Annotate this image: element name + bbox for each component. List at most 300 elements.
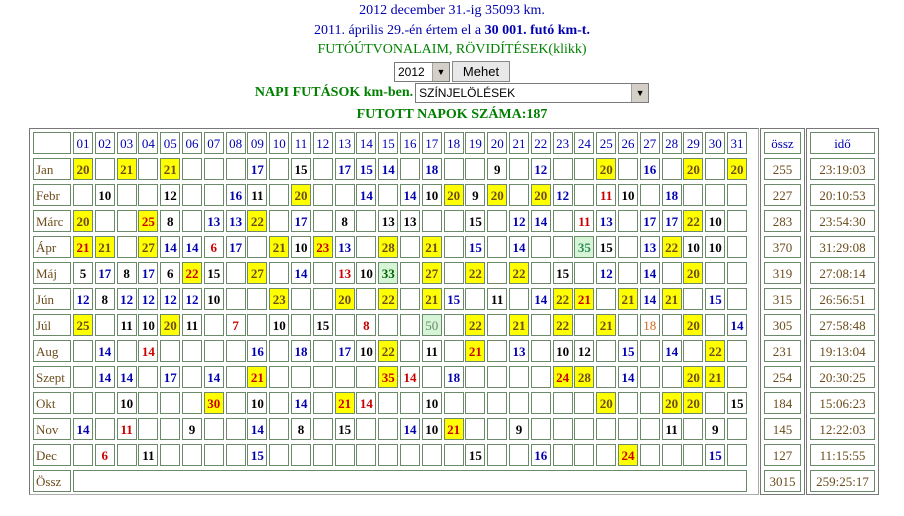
day-cell bbox=[226, 158, 246, 180]
day-cell bbox=[138, 392, 158, 414]
day-cell bbox=[487, 392, 507, 414]
day-header: 26 bbox=[618, 132, 638, 154]
day-cell bbox=[444, 392, 464, 414]
day-cell bbox=[269, 366, 289, 388]
day-cell bbox=[640, 340, 660, 362]
day-cell: 10 bbox=[422, 392, 442, 414]
day-cell: 13 bbox=[640, 236, 660, 258]
day-cell: 14 bbox=[640, 262, 660, 284]
milestone-km: 30 001. futó km-t. bbox=[484, 23, 590, 38]
day-cell: 15 bbox=[618, 340, 638, 362]
day-cell: 14 bbox=[618, 366, 638, 388]
day-header: 25 bbox=[596, 132, 616, 154]
day-cell bbox=[269, 418, 289, 440]
month-label: Júl bbox=[33, 314, 71, 336]
day-header: 31 bbox=[727, 132, 747, 154]
day-cell: 16 bbox=[226, 184, 246, 206]
month-label: Ápr bbox=[33, 236, 71, 258]
month-time: 27:58:48 bbox=[810, 314, 875, 336]
day-cell bbox=[640, 184, 660, 206]
day-cell: 21 bbox=[574, 288, 594, 310]
day-cell: 12 bbox=[73, 288, 93, 310]
day-cell: 14 bbox=[662, 340, 682, 362]
day-cell: 22 bbox=[553, 288, 573, 310]
day-cell: 17 bbox=[640, 210, 660, 232]
daily-runs-label: NAPI FUTÁSOK km-ben. bbox=[254, 85, 414, 100]
day-cell bbox=[640, 366, 660, 388]
day-cell: 21 bbox=[422, 288, 442, 310]
day-cell bbox=[335, 444, 355, 466]
day-cell bbox=[356, 210, 376, 232]
day-header: 19 bbox=[465, 132, 485, 154]
total-header: össz bbox=[764, 132, 801, 154]
day-cell bbox=[291, 444, 311, 466]
day-cell: 14 bbox=[95, 366, 115, 388]
day-cell bbox=[596, 444, 616, 466]
day-cell: 14 bbox=[160, 236, 180, 258]
day-cell: 10 bbox=[356, 262, 376, 284]
day-cell: 15 bbox=[247, 444, 267, 466]
month-label: Jún bbox=[33, 288, 71, 310]
day-cell: 21 bbox=[618, 288, 638, 310]
month-time: 31:29:08 bbox=[810, 236, 875, 258]
day-cell: 8 bbox=[356, 314, 376, 336]
day-cell bbox=[73, 392, 93, 414]
day-cell bbox=[204, 340, 224, 362]
day-cell: 20 bbox=[531, 184, 551, 206]
day-header: 08 bbox=[226, 132, 246, 154]
day-cell: 14 bbox=[509, 236, 529, 258]
month-time: 15:06:23 bbox=[810, 392, 875, 414]
day-cell: 16 bbox=[640, 158, 660, 180]
day-cell bbox=[618, 158, 638, 180]
day-cell: 11 bbox=[422, 340, 442, 362]
day-cell: 13 bbox=[378, 210, 398, 232]
day-cell bbox=[662, 366, 682, 388]
day-cell: 20 bbox=[683, 158, 703, 180]
day-cell bbox=[574, 418, 594, 440]
day-cell: 20 bbox=[73, 158, 93, 180]
day-cell: 22 bbox=[465, 262, 485, 284]
day-cell: 16 bbox=[531, 444, 551, 466]
day-cell bbox=[356, 418, 376, 440]
day-cell bbox=[509, 444, 529, 466]
day-cell bbox=[487, 444, 507, 466]
day-cell bbox=[487, 340, 507, 362]
month-total: 315 bbox=[764, 288, 801, 310]
month-time: 20:30:25 bbox=[810, 366, 875, 388]
day-cell bbox=[487, 210, 507, 232]
day-cell: 11 bbox=[138, 444, 158, 466]
day-cell: 11 bbox=[117, 418, 137, 440]
chevron-down-icon[interactable]: ▼ bbox=[432, 63, 449, 81]
day-cell bbox=[73, 444, 93, 466]
day-cell: 12 bbox=[160, 288, 180, 310]
day-cell bbox=[400, 444, 420, 466]
month-total: 255 bbox=[764, 158, 801, 180]
day-cell: 8 bbox=[335, 210, 355, 232]
day-cell bbox=[182, 210, 202, 232]
day-cell bbox=[553, 418, 573, 440]
day-cell bbox=[705, 158, 725, 180]
day-cell bbox=[400, 236, 420, 258]
day-cell bbox=[182, 340, 202, 362]
day-cell: 10 bbox=[422, 184, 442, 206]
day-cell bbox=[313, 392, 333, 414]
day-cell: 21 bbox=[705, 366, 725, 388]
day-cell: 13 bbox=[400, 210, 420, 232]
day-cell: 13 bbox=[335, 262, 355, 284]
day-cell: 10 bbox=[705, 210, 725, 232]
day-cell: 21 bbox=[465, 340, 485, 362]
day-cell: 14 bbox=[378, 158, 398, 180]
day-header: 09 bbox=[247, 132, 267, 154]
day-cell bbox=[378, 444, 398, 466]
day-cell: 11 bbox=[182, 314, 202, 336]
color-filter-value: SZÍNJELÖLÉSEK bbox=[419, 86, 516, 100]
color-filter-select[interactable] bbox=[415, 83, 649, 103]
day-cell: 17 bbox=[335, 340, 355, 362]
day-cell bbox=[269, 392, 289, 414]
day-cell bbox=[727, 366, 747, 388]
day-cell bbox=[465, 288, 485, 310]
day-cell bbox=[204, 184, 224, 206]
day-cell bbox=[683, 340, 703, 362]
month-time: 26:56:51 bbox=[810, 288, 875, 310]
day-cell bbox=[553, 392, 573, 414]
day-cell bbox=[182, 158, 202, 180]
routes-link[interactable]: FUTÓÚTVONALAIM, RÖVIDÍTÉSEK(klikk) bbox=[317, 42, 587, 57]
day-cell: 10 bbox=[269, 314, 289, 336]
month-total: 254 bbox=[764, 366, 801, 388]
day-cell bbox=[683, 444, 703, 466]
day-cell bbox=[269, 184, 289, 206]
day-cell bbox=[487, 236, 507, 258]
day-cell bbox=[444, 314, 464, 336]
day-cell: 17 bbox=[247, 158, 267, 180]
day-cell bbox=[596, 366, 616, 388]
day-cell bbox=[117, 210, 137, 232]
day-cell bbox=[313, 158, 333, 180]
day-cell bbox=[204, 314, 224, 336]
day-cell bbox=[138, 158, 158, 180]
day-cell bbox=[138, 366, 158, 388]
day-cell bbox=[204, 444, 224, 466]
day-cell bbox=[444, 444, 464, 466]
day-cell: 15 bbox=[553, 262, 573, 284]
day-header: 22 bbox=[531, 132, 551, 154]
month-time: 23:54:30 bbox=[810, 210, 875, 232]
day-cell bbox=[531, 366, 551, 388]
day-cell bbox=[335, 314, 355, 336]
day-cell bbox=[705, 314, 725, 336]
day-cell bbox=[574, 158, 594, 180]
day-cell: 20 bbox=[727, 158, 747, 180]
day-cell bbox=[356, 366, 376, 388]
day-cell bbox=[465, 158, 485, 180]
day-cell bbox=[596, 418, 616, 440]
day-cell: 21 bbox=[422, 236, 442, 258]
day-cell bbox=[378, 184, 398, 206]
day-cell: 22 bbox=[553, 314, 573, 336]
day-cell: 15 bbox=[727, 392, 747, 414]
month-label: Febr bbox=[33, 184, 71, 206]
day-cell bbox=[138, 184, 158, 206]
day-cell: 20 bbox=[683, 314, 703, 336]
day-cell bbox=[531, 236, 551, 258]
day-cell: 14 bbox=[247, 418, 267, 440]
day-cell bbox=[640, 444, 660, 466]
day-cell bbox=[444, 262, 464, 284]
day-cell: 35 bbox=[378, 366, 398, 388]
day-cell bbox=[422, 210, 442, 232]
day-cell: 15 bbox=[335, 418, 355, 440]
day-header: 03 bbox=[117, 132, 137, 154]
day-cell: 11 bbox=[574, 210, 594, 232]
month-total: 283 bbox=[764, 210, 801, 232]
day-cell bbox=[596, 288, 616, 310]
day-cell bbox=[291, 288, 311, 310]
day-cell: 20 bbox=[683, 366, 703, 388]
day-cell: 21 bbox=[95, 236, 115, 258]
day-header: 20 bbox=[487, 132, 507, 154]
day-cell bbox=[247, 314, 267, 336]
day-header: 02 bbox=[95, 132, 115, 154]
day-cell bbox=[553, 158, 573, 180]
day-cell bbox=[400, 158, 420, 180]
day-cell: 15 bbox=[204, 262, 224, 284]
day-cell: 14 bbox=[531, 288, 551, 310]
day-cell bbox=[509, 184, 529, 206]
day-cell bbox=[226, 444, 246, 466]
day-cell bbox=[727, 262, 747, 284]
day-cell bbox=[574, 262, 594, 284]
day-cell bbox=[138, 418, 158, 440]
day-cell: 22 bbox=[662, 236, 682, 258]
monthly-total-column bbox=[760, 128, 805, 495]
day-cell: 21 bbox=[73, 236, 93, 258]
day-cell: 12 bbox=[531, 158, 551, 180]
day-cell bbox=[640, 418, 660, 440]
day-cell bbox=[160, 340, 180, 362]
day-cell bbox=[640, 392, 660, 414]
day-cell bbox=[618, 262, 638, 284]
day-cell: 12 bbox=[509, 210, 529, 232]
day-cell bbox=[727, 236, 747, 258]
day-cell: 21 bbox=[269, 236, 289, 258]
day-cell bbox=[313, 366, 333, 388]
day-cell bbox=[226, 340, 246, 362]
day-cell: 28 bbox=[378, 236, 398, 258]
day-cell bbox=[160, 418, 180, 440]
day-cell: 28 bbox=[574, 366, 594, 388]
day-cell bbox=[226, 392, 246, 414]
day-cell: 6 bbox=[95, 444, 115, 466]
day-cell: 50 bbox=[422, 314, 442, 336]
day-cell bbox=[487, 262, 507, 284]
day-cell: 21 bbox=[335, 392, 355, 414]
day-cell: 8 bbox=[117, 262, 137, 284]
time-header: idő bbox=[810, 132, 875, 154]
day-cell: 15 bbox=[291, 158, 311, 180]
day-cell: 18 bbox=[291, 340, 311, 362]
day-cell bbox=[531, 314, 551, 336]
day-cell bbox=[313, 184, 333, 206]
day-cell: 15 bbox=[705, 444, 725, 466]
month-label: Márc bbox=[33, 210, 71, 232]
day-cell bbox=[618, 210, 638, 232]
run-days-count: FUTOTT NAPOK SZÁMA:187 bbox=[356, 107, 548, 122]
day-cell: 14 bbox=[400, 184, 420, 206]
month-time: 11:15:55 bbox=[810, 444, 875, 466]
day-cell: 18 bbox=[422, 158, 442, 180]
day-cell bbox=[204, 158, 224, 180]
day-cell: 14 bbox=[117, 366, 137, 388]
day-cell bbox=[269, 340, 289, 362]
year-select[interactable] bbox=[394, 62, 450, 82]
day-cell bbox=[291, 366, 311, 388]
day-cell bbox=[662, 262, 682, 284]
day-cell bbox=[400, 262, 420, 284]
day-cell bbox=[727, 418, 747, 440]
day-cell: 33 bbox=[378, 262, 398, 284]
day-cell: 21 bbox=[117, 158, 137, 180]
day-cell: 10 bbox=[683, 236, 703, 258]
day-header: 24 bbox=[574, 132, 594, 154]
day-cell bbox=[313, 418, 333, 440]
day-cell: 13 bbox=[509, 340, 529, 362]
day-cell bbox=[422, 366, 442, 388]
day-header: 01 bbox=[73, 132, 93, 154]
day-cell bbox=[553, 236, 573, 258]
day-header: 15 bbox=[378, 132, 398, 154]
day-cell: 9 bbox=[487, 158, 507, 180]
day-cell: 13 bbox=[335, 236, 355, 258]
day-cell bbox=[160, 392, 180, 414]
day-cell bbox=[509, 366, 529, 388]
day-cell bbox=[531, 392, 551, 414]
day-header: 04 bbox=[138, 132, 158, 154]
day-cell bbox=[531, 262, 551, 284]
day-cell: 10 bbox=[553, 340, 573, 362]
day-cell: 20 bbox=[291, 184, 311, 206]
day-cell bbox=[444, 210, 464, 232]
month-total: 145 bbox=[764, 418, 801, 440]
day-header: 12 bbox=[313, 132, 333, 154]
chevron-down-icon[interactable]: ▼ bbox=[631, 84, 648, 102]
month-time: 12:22:03 bbox=[810, 418, 875, 440]
day-cell bbox=[509, 158, 529, 180]
day-cell: 15 bbox=[465, 236, 485, 258]
day-cell bbox=[335, 366, 355, 388]
day-cell bbox=[182, 392, 202, 414]
filter-row bbox=[0, 83, 904, 103]
day-cell bbox=[400, 392, 420, 414]
day-cell: 10 bbox=[138, 314, 158, 336]
day-cell bbox=[509, 288, 529, 310]
day-cell bbox=[269, 158, 289, 180]
day-cell bbox=[727, 184, 747, 206]
day-cell: 14 bbox=[291, 262, 311, 284]
month-label: Máj bbox=[33, 262, 71, 284]
day-cell: 13 bbox=[596, 210, 616, 232]
day-cell: 17 bbox=[335, 158, 355, 180]
day-cell: 14 bbox=[291, 392, 311, 414]
header-total-km: 2012 december 31.-ig 35093 km. bbox=[359, 3, 545, 18]
day-cell: 8 bbox=[95, 288, 115, 310]
day-cell bbox=[531, 418, 551, 440]
go-button[interactable]: Mehet bbox=[452, 61, 510, 82]
grand-total: 3015 bbox=[764, 470, 801, 492]
day-cell: 16 bbox=[247, 340, 267, 362]
day-cell: 27 bbox=[138, 236, 158, 258]
day-cell bbox=[509, 392, 529, 414]
month-label: Jan bbox=[33, 158, 71, 180]
day-cell bbox=[487, 366, 507, 388]
month-label: Dec bbox=[33, 444, 71, 466]
day-cell bbox=[378, 418, 398, 440]
day-cell bbox=[313, 262, 333, 284]
day-cell: 24 bbox=[553, 366, 573, 388]
day-cell bbox=[705, 392, 725, 414]
year-select-value: 2012 bbox=[398, 64, 425, 79]
day-cell: 15 bbox=[313, 314, 333, 336]
day-cell: 22 bbox=[683, 210, 703, 232]
day-cell: 24 bbox=[618, 444, 638, 466]
day-cell: 6 bbox=[204, 236, 224, 258]
day-cell bbox=[335, 184, 355, 206]
day-cell: 11 bbox=[247, 184, 267, 206]
day-cell bbox=[182, 444, 202, 466]
day-cell bbox=[400, 340, 420, 362]
day-cell: 8 bbox=[291, 418, 311, 440]
day-cell: 21 bbox=[662, 288, 682, 310]
day-header: 07 bbox=[204, 132, 224, 154]
day-cell bbox=[422, 444, 442, 466]
day-cell bbox=[618, 392, 638, 414]
day-header: 18 bbox=[444, 132, 464, 154]
day-cell: 9 bbox=[509, 418, 529, 440]
day-cell: 12 bbox=[596, 262, 616, 284]
day-cell: 10 bbox=[291, 236, 311, 258]
day-cell: 20 bbox=[73, 210, 93, 232]
day-cell bbox=[182, 366, 202, 388]
day-cell bbox=[487, 314, 507, 336]
day-cell bbox=[117, 340, 137, 362]
day-cell: 12 bbox=[160, 184, 180, 206]
day-cell: 22 bbox=[465, 314, 485, 336]
day-cell: 20 bbox=[683, 262, 703, 284]
day-cell: 10 bbox=[705, 236, 725, 258]
corner-cell bbox=[33, 132, 71, 154]
month-total: 319 bbox=[764, 262, 801, 284]
day-cell: 35 bbox=[574, 236, 594, 258]
day-cell bbox=[465, 392, 485, 414]
day-cell: 9 bbox=[705, 418, 725, 440]
day-cell: 17 bbox=[160, 366, 180, 388]
day-cell: 22 bbox=[705, 340, 725, 362]
day-cell: 10 bbox=[204, 288, 224, 310]
day-cell bbox=[204, 418, 224, 440]
day-cell: 14 bbox=[640, 288, 660, 310]
day-cell: 18 bbox=[662, 184, 682, 206]
day-cell bbox=[662, 158, 682, 180]
month-label: Aug bbox=[33, 340, 71, 362]
day-cell: 22 bbox=[509, 262, 529, 284]
day-cell bbox=[356, 288, 376, 310]
day-header: 13 bbox=[335, 132, 355, 154]
day-cell bbox=[618, 418, 638, 440]
